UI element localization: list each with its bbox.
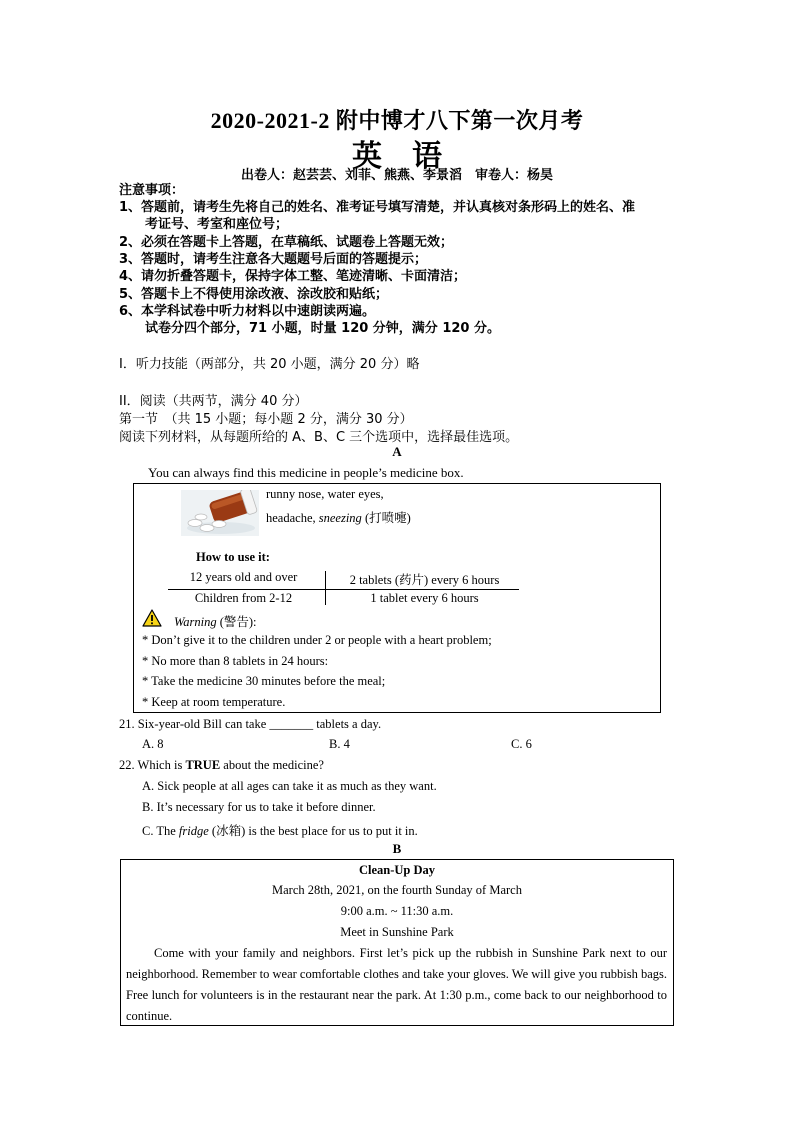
question-21-option-b: B. 4 — [329, 737, 350, 751]
notice-item: 试卷分四个部分，71 小题，时量 120 分钟，满分 120 分。 — [119, 321, 500, 336]
notice-item: 1、答题前，请考生先将自己的姓名、准考证号填写清楚，并认真核对条形码上的姓名、准 — [119, 200, 636, 215]
warning-icon — [142, 609, 162, 627]
symptoms-line-2 — [266, 508, 411, 526]
passage-a-letter: A — [392, 444, 402, 459]
warning-item: * Don’t give it to the children under 2 or people with a heart problem; — [142, 633, 492, 647]
question-22-option-b: B. It’s necessary for us to take it before dinner. — [142, 800, 376, 814]
section-instruction: 阅读下列材料，从每题所给的 A、B、C 三个选项中，选择最佳选项。 — [119, 430, 519, 445]
symptoms-line-1: runny nose, water eyes, — [266, 487, 384, 501]
subject-title: 英语 — [352, 140, 472, 173]
warning-item: * Take the medicine 30 minutes before the meal; — [142, 674, 386, 688]
warning-item: * Keep at room temperature. — [142, 695, 286, 709]
exam-title: 2020-2021-2 附中博才八下第一次月考 — [210, 108, 584, 133]
medicine-bottle-image — [181, 490, 259, 536]
warning-item: * No more than 8 tablets in 24 hours: — [142, 654, 329, 668]
cleanup-date: March 28th, 2021, on the fourth Sunday of March — [272, 883, 522, 897]
question-22-option-c — [142, 821, 418, 839]
notice-item: 考证号、考室和座位号； — [119, 217, 289, 232]
passage-a-intro: You can always find this medicine in people’s medicine box. — [148, 465, 464, 480]
q22-true-word: TRUE — [185, 758, 221, 772]
notice-heading: 注意事项： — [119, 183, 185, 198]
authors-line: 出卷人：赵芸芸、刘菲、熊燕、李景滔 审卷人：杨昊 — [240, 168, 553, 183]
warning-gloss: (警告): — [216, 615, 257, 629]
how-to-use-heading: How to use it: — [196, 550, 270, 564]
question-21-option-a: A. 8 — [142, 737, 164, 751]
question-21-stem: 21. Six-year-old Bill can take _______ tablets a day. — [119, 717, 382, 731]
section-listening: I．听力技能（两部分，共 20 小题，满分 20 分）略 — [119, 357, 420, 372]
section-reading-heading: II．阅读（共两节，满分 40 分） — [119, 394, 308, 409]
dosage-amount-1: 2 tablets (药片) every 6 hours — [349, 573, 500, 587]
question-22-stem — [119, 758, 324, 773]
passage-b-letter: B — [392, 841, 402, 856]
q22-stem-prefix: 22. Which is — [119, 758, 186, 772]
cleanup-time: 9:00 a.m. ~ 11:30 a.m. — [340, 904, 454, 918]
table-divider — [168, 589, 519, 590]
warning-label — [174, 612, 257, 630]
notice-item: 4、请勿折叠答题卡，保持字体工整、笔迹清晰、卡面清洁； — [119, 269, 467, 284]
notice-item: 5、答题卡上不得使用涂改液、涂改胶和贴纸； — [119, 287, 389, 302]
table-column-divider — [325, 571, 326, 605]
cleanup-place: Meet in Sunshine Park — [340, 925, 454, 939]
question-22-option-a: A. Sick people at all ages can take it as much as they want. — [142, 779, 437, 793]
fridge-word: fridge — [178, 824, 209, 838]
dosage-amount-2: 1 tablet every 6 hours — [370, 591, 479, 605]
warning-word: Warning — [174, 615, 217, 629]
cleanup-title: Clean-Up Day — [358, 863, 436, 877]
q22c-suffix: (冰箱) is the best place for us to put it in. — [208, 824, 418, 838]
q22-stem-suffix: about the medicine? — [220, 758, 324, 772]
notice-item: 3、答题时，请考生注意各大题题号后面的答题提示； — [119, 252, 428, 267]
section-part1: 第一节 （共 15 小题；每小题 2 分，满分 30 分） — [119, 412, 413, 427]
dosage-age-2: Children from 2-12 — [194, 591, 293, 605]
dosage-age-1: 12 years old and over — [189, 570, 298, 584]
sneezing-gloss: (打喷嚏) — [361, 511, 411, 525]
cleanup-body: Come with your family and neighbors. First let’s pick up the rubbish in Sunshine Park next to our neighborhood. Remember to wear comfortable clothes and take your gloves. We will give you rubbish bags. Free lunch for volunteers is in the restaurant near the park. At 1:30 p.m., come back to our neighborhood to continue. — [126, 946, 667, 1023]
notice-item: 2、必须在答题卡上答题，在草稿纸、试题卷上答题无效； — [119, 235, 454, 250]
sneezing-word: sneezing — [318, 511, 362, 525]
symptoms-text: headache, — [266, 511, 319, 525]
q22c-prefix: C. The — [142, 824, 179, 838]
notice-item: 6、本学科试卷中听力材料以中速朗读两遍。 — [119, 304, 376, 319]
question-21-option-c: C. 6 — [511, 737, 532, 751]
